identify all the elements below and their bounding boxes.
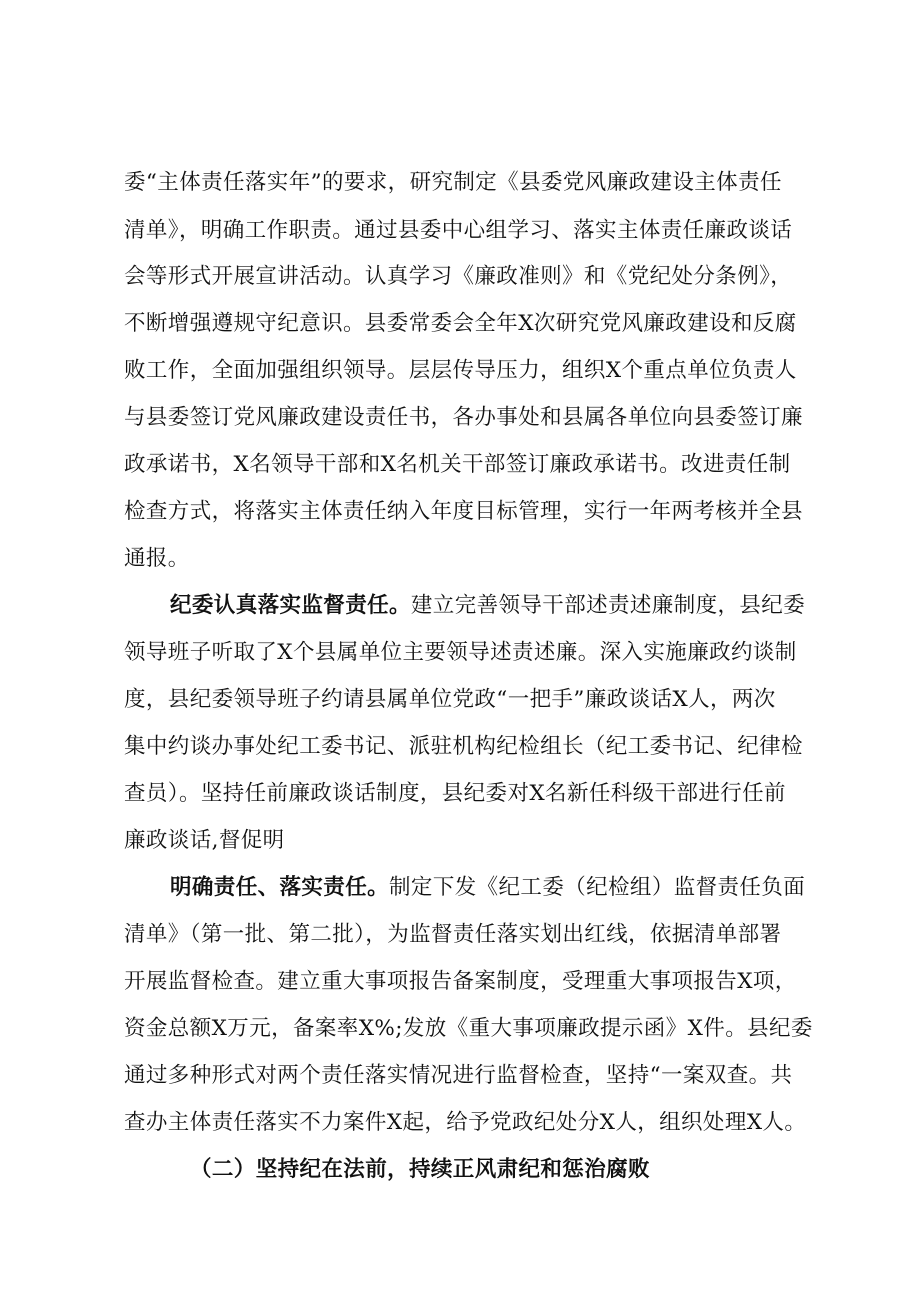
paragraph-2-line-1-text: 建立完善领导干部述责述廉制度，县纪委 <box>410 593 806 618</box>
paragraph-3-line-1-text: 制定下发《纪工委（纪检组）监督责任负面 <box>389 875 806 900</box>
paragraph-1-line-4: 不断增强遵规守纪意识。县委常委会全年X次研究党风廉政建设和反腐 <box>124 311 797 336</box>
paragraph-2-line-5: 查员）。坚持任前廉政谈话制度，县纪委对X名新任科级干部进行任前 <box>124 781 786 806</box>
paragraph-2-line-4: 集中约谈办事处纪工委书记、派驻机构纪检组长（纪工委书记、纪律检 <box>124 734 803 759</box>
paragraph-2-line-3: 度，县纪委领导班子约请县属单位党政“一把手”廉政谈话X人，两次 <box>124 687 776 712</box>
section-heading: （二）坚持纪在法前，持续正风肃纪和惩治腐败 <box>190 1157 650 1182</box>
paragraph-2-line-2: 领导班子听取了X个县属单位主要领导述责述廉。深入实施廉政约谈制 <box>124 640 797 665</box>
paragraph-3-line-1 <box>170 873 805 903</box>
paragraph-3-line-5: 通过多种形式对两个责任落实情况进行监督检查，坚持“一案双查。共 <box>124 1063 793 1088</box>
paragraph-1-line-2: 清单》，明确工作职责。通过县委中心组学习、落实主体责任廉政谈话 <box>124 218 793 243</box>
paragraph-3-line-6: 查办主体责任落实不力案件X起，给予党政纪处分X人，组织处理X人。 <box>124 1110 807 1135</box>
paragraph-1-line-9: 通报。 <box>124 546 190 571</box>
paragraph-3-line-2: 清单》（第一批、第二批），为监督责任落实划出红线，依据清单部署 <box>124 922 782 947</box>
paragraph-1-line-8: 检查方式，将落实主体责任纳入年度目标管理，实行一年两考核并全县 <box>124 499 803 524</box>
paragraph-2-heading: 纪委认真落实监督责任。 <box>170 593 411 618</box>
paragraph-3-heading: 明确责任、落实责任。 <box>170 875 390 900</box>
paragraph-1-line-1: 委“主体责任落实年”的要求，研究制定《县委党风廉政建设主体责任 <box>124 170 782 195</box>
paragraph-1-line-5: 败工作，全面加强组织领导。层层传导压力，组织X个重点单位负责人 <box>124 358 797 383</box>
paragraph-1-line-6: 与县委签订党风廉政建设责任书，各办事处和县属各单位向县委签订廉 <box>124 405 803 430</box>
paragraph-2-line-6: 廉政谈话,督促明 <box>124 828 285 853</box>
paragraph-1-line-3: 会等形式开展宣讲活动。认真学习《廉政准则》和《党纪处分条例》， <box>124 264 793 289</box>
paragraph-3-line-3: 开展监督检查。建立重大事项报告备案制度，受理重大事项报告X项， <box>124 969 797 994</box>
paragraph-2-line-1 <box>170 591 805 621</box>
paragraph-3-line-4: 资金总额X万元，备案率X%;发放《重大事项廉政提示函》X件。县纪委 <box>124 1016 813 1041</box>
paragraph-1-line-7: 政承诺书，X名领导干部和X名机关干部签订廉政承诺书。改进责任制 <box>124 452 791 477</box>
